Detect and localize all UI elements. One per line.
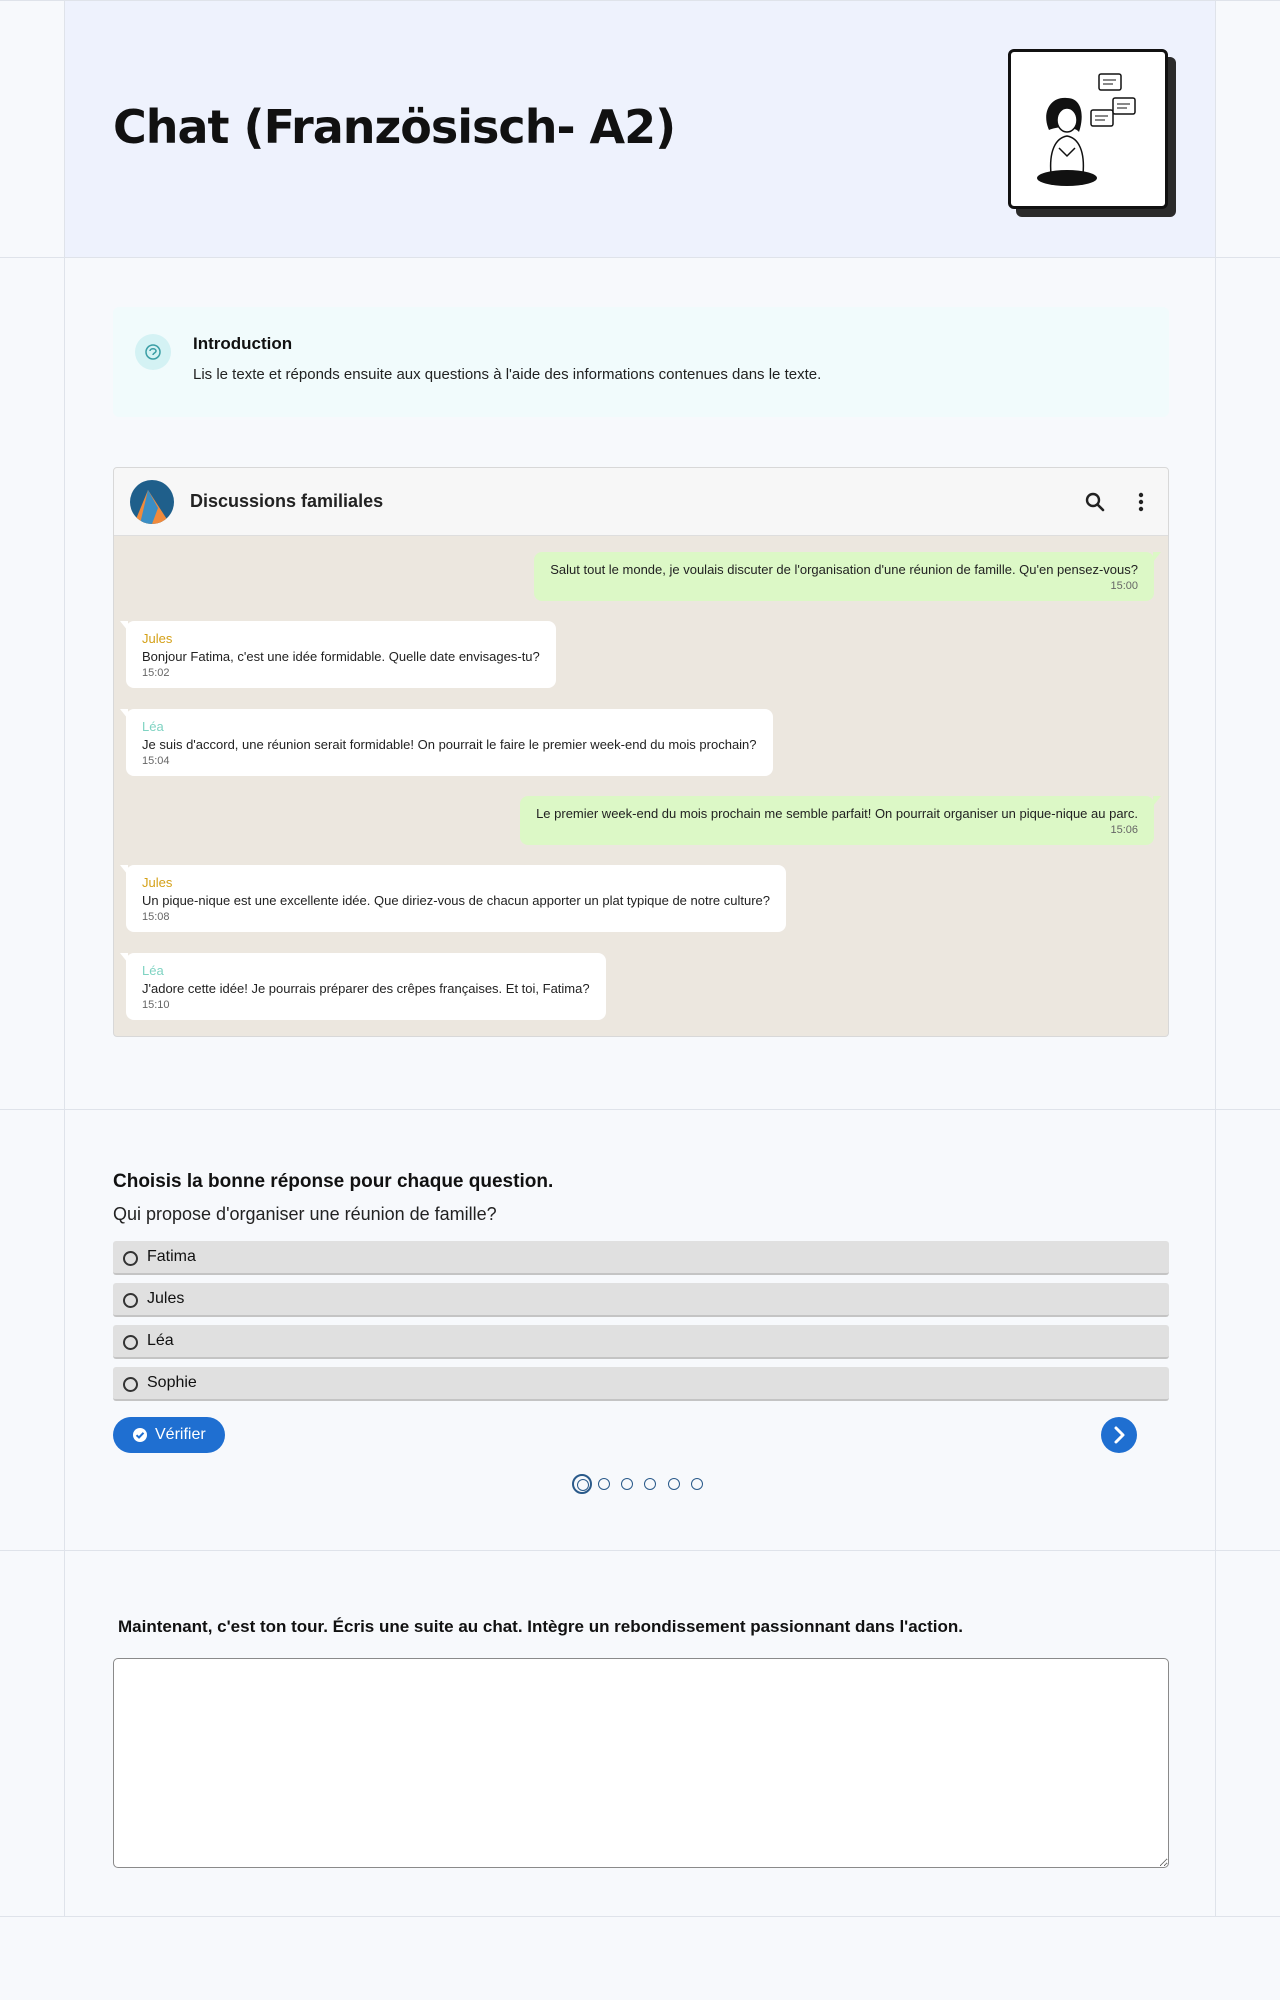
message-author: Léa bbox=[142, 719, 164, 734]
answer-option-sophie[interactable] bbox=[113, 1367, 1169, 1401]
search-icon[interactable] bbox=[1083, 490, 1107, 514]
message-time: 15:02 bbox=[142, 667, 170, 679]
verify-button[interactable] bbox=[113, 1417, 225, 1453]
message-time: 15:10 bbox=[142, 999, 170, 1011]
message-author: Léa bbox=[142, 963, 164, 978]
divider bbox=[0, 0, 1280, 1]
page-dot-6[interactable] bbox=[691, 1478, 703, 1490]
message-text: Le premier week-end du mois prochain me semble parfait! On pourrait organiser un pique-nique au parc. bbox=[536, 806, 1138, 821]
message-text: Un pique-nique est une excellente idée. Que diriez-vous de chacun apporter un plat typique de notre culture? bbox=[142, 893, 771, 908]
radio-button[interactable] bbox=[123, 1335, 138, 1350]
message-bubble bbox=[520, 796, 1154, 845]
pagination-dots bbox=[572, 1474, 712, 1494]
more-vertical-icon[interactable] bbox=[1129, 490, 1153, 514]
page-dot-1[interactable] bbox=[572, 1474, 592, 1494]
message-text: Bonjour Fatima, c'est une idée formidable. Quelle date envisages-tu? bbox=[142, 649, 540, 664]
radio-button[interactable] bbox=[123, 1293, 138, 1308]
page-dot-4[interactable] bbox=[644, 1478, 656, 1490]
message-text: Je suis d'accord, une réunion serait formidable! On pourrait le faire le premier week-end du mois prochain? bbox=[142, 737, 757, 752]
chat-window bbox=[113, 467, 1169, 1037]
check-circle-icon bbox=[133, 1428, 147, 1442]
verify-label: Vérifier bbox=[155, 1426, 206, 1443]
message-text: J'adore cette idée! Je pourrais préparer des crêpes françaises. Et toi, Fatima? bbox=[142, 981, 590, 996]
message-time: 15:08 bbox=[142, 911, 170, 923]
next-button[interactable] bbox=[1101, 1417, 1137, 1453]
intro-box bbox=[113, 307, 1169, 417]
message-text: Salut tout le monde, je voulais discuter de l'organisation d'une réunion de famille. Qu'en pensez-vous? bbox=[550, 562, 1138, 577]
chat-name: Discussions familiales bbox=[190, 491, 384, 511]
divider bbox=[0, 1550, 1280, 1551]
header-banner bbox=[65, 0, 1215, 257]
message-bubble bbox=[126, 709, 773, 776]
intro-text: Lis le texte et réponds ensuite aux questions à l'aide des informations contenues dans le texte. bbox=[193, 366, 822, 383]
page-dot-5[interactable] bbox=[668, 1478, 680, 1490]
option-label: Léa bbox=[147, 1332, 174, 1349]
radio-button[interactable] bbox=[123, 1251, 138, 1266]
message-author: Jules bbox=[142, 875, 173, 890]
message-bubble bbox=[126, 865, 786, 932]
quiz-question: Qui propose d'organiser une réunion de famille? bbox=[113, 1204, 497, 1224]
answer-option-jules[interactable] bbox=[113, 1283, 1169, 1317]
answer-option-lea[interactable] bbox=[113, 1325, 1169, 1359]
page-title: Chat (Französisch- A2) bbox=[113, 100, 676, 154]
answer-option-fatima[interactable] bbox=[113, 1241, 1169, 1275]
intro-title: Introduction bbox=[193, 334, 293, 353]
message-bubble bbox=[126, 621, 556, 688]
option-label: Jules bbox=[147, 1290, 185, 1307]
quiz-instruction: Choisis la bonne réponse pour chaque question. bbox=[113, 1171, 554, 1192]
chat-header bbox=[114, 468, 1168, 536]
divider bbox=[0, 257, 1280, 258]
message-time: 15:04 bbox=[142, 755, 170, 767]
message-time: 15:06 bbox=[1110, 824, 1138, 836]
divider bbox=[0, 1916, 1280, 1917]
hint-icon bbox=[135, 334, 171, 370]
answer-textarea[interactable] bbox=[113, 1658, 1169, 1868]
page-frame bbox=[64, 0, 1216, 1916]
message-bubble bbox=[126, 953, 606, 1020]
message-author: Jules bbox=[142, 631, 173, 646]
woman-chat-bubbles-illustration bbox=[1008, 49, 1168, 209]
chevron-right-icon bbox=[1101, 1417, 1137, 1453]
group-avatar bbox=[130, 480, 174, 524]
page-dot-2[interactable] bbox=[598, 1478, 610, 1490]
option-label: Fatima bbox=[147, 1248, 196, 1265]
divider bbox=[0, 1109, 1280, 1110]
message-time: 15:00 bbox=[1110, 580, 1138, 592]
option-label: Sophie bbox=[147, 1374, 197, 1391]
message-bubble bbox=[534, 552, 1154, 601]
writing-prompt: Maintenant, c'est ton tour. Écris une suite au chat. Intègre un rebondissement passionnant dans l'action. bbox=[118, 1617, 964, 1636]
radio-button[interactable] bbox=[123, 1377, 138, 1392]
page-dot-3[interactable] bbox=[621, 1478, 633, 1490]
